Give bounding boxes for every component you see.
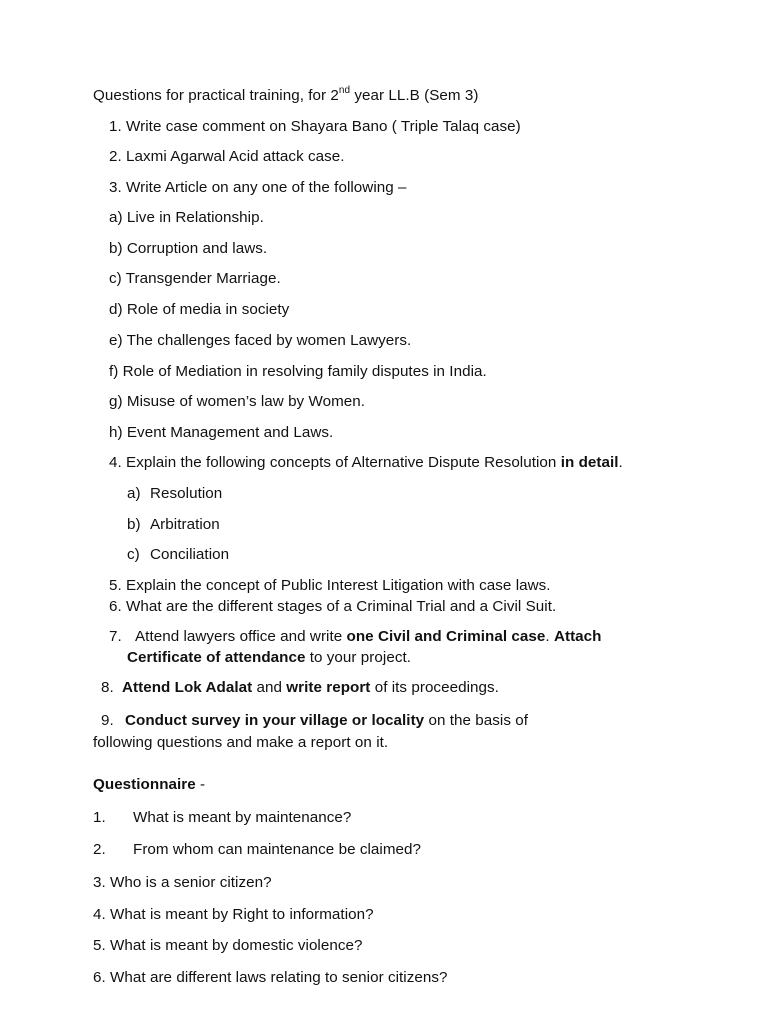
q4-option-b-text: Arbitration (150, 516, 220, 533)
q4-option-b-label: b) (127, 516, 141, 533)
q3-option-e: e) The challenges faced by women Lawyers. (109, 332, 412, 349)
questionnaire-item-2-number: 2. (93, 841, 106, 858)
q3-option-d: d) Role of media in society (109, 301, 290, 318)
question-9-emphasis: Conduct survey in your village or locality (125, 712, 425, 729)
question-2: 2. Laxmi Agarwal Acid attack case. (109, 148, 345, 165)
heading-text-end: year LL.B (Sem 3) (350, 87, 479, 104)
question-7-text: Attend lawyers office and write (135, 628, 347, 645)
question-4-text: 4. Explain the following concepts of Alternative Dispute Resolution (109, 454, 561, 471)
question-9-number: 9. (101, 712, 114, 729)
questionnaire-item-5: 5. What is meant by domestic violence? (93, 937, 363, 954)
heading-text: Questions for practical training, for 2 (93, 87, 339, 104)
question-8-text-2: of its proceedings. (370, 679, 499, 696)
q3-option-f: f) Role of Mediation in resolving family disputes in India. (109, 363, 487, 380)
questionnaire-item-2 (93, 840, 421, 860)
question-7-emphasis-3: Certificate of attendance (127, 649, 306, 666)
question-8 (101, 678, 499, 698)
questionnaire-title-rest: - (195, 776, 206, 793)
document-heading (93, 86, 479, 106)
questionnaire-item-1-text: What is meant by maintenance? (133, 809, 352, 826)
heading-superscript: nd (338, 84, 351, 96)
question-4 (109, 453, 623, 473)
q4-option-b (127, 515, 220, 535)
question-9-continued: following questions and make a report on it. (93, 734, 389, 751)
question-1: 1. Write case comment on Shayara Bano ( Triple Talaq case) (109, 118, 521, 135)
question-7-continued (127, 648, 411, 668)
questionnaire-title (93, 775, 205, 795)
question-6: 6. What are the different stages of a Criminal Trial and a Civil Suit. (109, 598, 557, 615)
question-7-emphasis-2: Attach (553, 628, 602, 645)
question-9-text: on the basis of (424, 712, 528, 729)
question-8-emphasis: Attend Lok Adalat (122, 679, 253, 696)
q4-option-a-text: Resolution (150, 485, 223, 502)
q4-option-c-label: c) (127, 546, 140, 563)
question-7-text-3: to your project. (305, 649, 412, 666)
question-5: 5. Explain the concept of Public Interest Litigation with case laws. (109, 577, 551, 594)
question-9 (101, 711, 528, 731)
questionnaire-item-3: 3. Who is a senior citizen? (93, 874, 272, 891)
question-7-text-2: . (545, 628, 554, 645)
q3-option-c: c) Transgender Marriage. (109, 270, 281, 287)
question-4-emphasis: in detail (560, 454, 619, 471)
questionnaire-item-1-number: 1. (93, 809, 106, 826)
q4-option-a-label: a) (127, 485, 141, 502)
question-8-number: 8. (101, 679, 114, 696)
question-4-end: . (618, 454, 623, 471)
questionnaire-item-2-text: From whom can maintenance be claimed? (133, 841, 422, 858)
q3-option-b: b) Corruption and laws. (109, 240, 268, 257)
q3-option-g: g) Misuse of women’s law by Women. (109, 393, 366, 410)
questionnaire-item-6: 6. What are different laws relating to senior citizens? (93, 969, 448, 986)
q4-option-c (127, 545, 229, 565)
q4-option-c-text: Conciliation (150, 546, 230, 563)
question-7-emphasis: one Civil and Criminal case (346, 628, 546, 645)
questionnaire-item-4: 4. What is meant by Right to information? (93, 906, 374, 923)
question-3: 3. Write Article on any one of the following – (109, 179, 407, 196)
q4-option-a (127, 484, 222, 504)
q3-option-h: h) Event Management and Laws. (109, 424, 334, 441)
questionnaire-item-1 (93, 808, 351, 828)
question-8-text: and (252, 679, 287, 696)
questionnaire-title-bold: Questionnaire (93, 776, 196, 793)
question-7 (109, 627, 602, 647)
question-7-number: 7. (109, 628, 122, 645)
question-8-emphasis-2: write report (286, 679, 371, 696)
q3-option-a: a) Live in Relationship. (109, 209, 264, 226)
